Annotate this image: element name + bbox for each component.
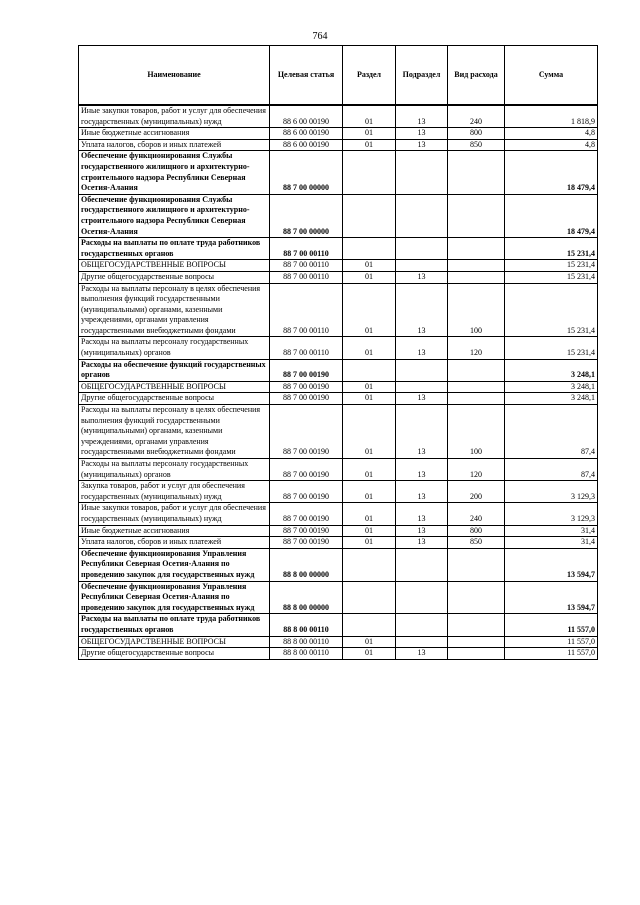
row-expense-type-cell xyxy=(448,359,505,381)
row-sum-cell: 15 231,4 xyxy=(505,283,598,337)
row-sum-cell: 87,4 xyxy=(505,405,598,459)
row-name-cell: ОБЩЕГОСУДАРСТВЕННЫЕ ВОПРОСЫ xyxy=(79,636,270,648)
row-section-cell xyxy=(343,581,396,614)
table-row xyxy=(79,283,598,337)
table-row xyxy=(79,194,598,237)
row-subsection-cell xyxy=(396,581,448,614)
row-name-cell: Расходы на выплаты персоналу государственных (муниципальных) органов xyxy=(79,337,270,359)
row-name-cell: Уплата налогов, сборов и иных платежей xyxy=(79,139,270,151)
row-expense-type-cell xyxy=(448,393,505,405)
table-row xyxy=(79,525,598,537)
row-code-cell: 88 6 00 00190 xyxy=(270,105,343,128)
header-code: Целевая статья xyxy=(270,46,343,106)
row-name-cell: Расходы на выплаты персоналу в целях обеспечения выполнения функций государственными (муниципальными) органами, казенными учреждениями, органами управления государственными внебюджетными фондами xyxy=(79,283,270,337)
table-row xyxy=(79,238,598,260)
row-section-cell: 01 xyxy=(343,283,396,337)
row-code-cell: 88 7 00 00110 xyxy=(270,271,343,283)
row-expense-type-cell: 800 xyxy=(448,128,505,140)
row-subsection-cell: 13 xyxy=(396,503,448,525)
row-code-cell: 88 7 00 00190 xyxy=(270,393,343,405)
row-sum-cell: 13 594,7 xyxy=(505,548,598,581)
row-subsection-cell: 13 xyxy=(396,405,448,459)
row-sum-cell: 11 557,0 xyxy=(505,636,598,648)
row-expense-type-cell: 120 xyxy=(448,337,505,359)
row-sum-cell: 15 231,4 xyxy=(505,271,598,283)
row-name-cell: Иные бюджетные ассигнования xyxy=(79,128,270,140)
row-subsection-cell: 13 xyxy=(396,271,448,283)
row-sum-cell: 3 248,1 xyxy=(505,359,598,381)
row-sum-cell: 11 557,0 xyxy=(505,614,598,636)
row-expense-type-cell xyxy=(448,648,505,660)
row-subsection-cell: 13 xyxy=(396,537,448,549)
row-section-cell: 01 xyxy=(343,459,396,481)
row-name-cell: Расходы на обеспечение функций государственных органов xyxy=(79,359,270,381)
row-subsection-cell xyxy=(396,548,448,581)
table-row xyxy=(79,648,598,660)
row-expense-type-cell xyxy=(448,194,505,237)
row-code-cell: 88 7 00 00190 xyxy=(270,405,343,459)
row-expense-type-cell xyxy=(448,238,505,260)
row-code-cell: 88 6 00 00190 xyxy=(270,139,343,151)
row-code-cell: 88 7 00 00110 xyxy=(270,260,343,272)
row-name-cell: Иные закупки товаров, работ и услуг для обеспечения государственных (муниципальных) нужд xyxy=(79,503,270,525)
row-subsection-cell: 13 xyxy=(396,105,448,128)
row-sum-cell: 1 818,9 xyxy=(505,105,598,128)
table-row xyxy=(79,503,598,525)
row-subsection-cell xyxy=(396,194,448,237)
row-section-cell: 01 xyxy=(343,525,396,537)
row-sum-cell: 18 479,4 xyxy=(505,194,598,237)
row-name-cell: Обеспечение функционирования Управления Республики Северная Осетия-Алания по проведению закупок для государственных нужд xyxy=(79,581,270,614)
row-subsection-cell xyxy=(396,151,448,194)
table-header-row xyxy=(79,46,598,106)
table-row xyxy=(79,381,598,393)
row-sum-cell: 15 231,4 xyxy=(505,238,598,260)
row-name-cell: Расходы на выплаты по оплате труда работников государственных органов xyxy=(79,614,270,636)
row-sum-cell: 31,4 xyxy=(505,537,598,549)
row-expense-type-cell: 800 xyxy=(448,525,505,537)
row-expense-type-cell: 240 xyxy=(448,105,505,128)
row-expense-type-cell xyxy=(448,614,505,636)
row-sum-cell: 18 479,4 xyxy=(505,151,598,194)
table-row xyxy=(79,548,598,581)
row-subsection-cell xyxy=(396,238,448,260)
row-name-cell: Иные закупки товаров, работ и услуг для обеспечения государственных (муниципальных) нужд xyxy=(79,105,270,128)
row-code-cell: 88 7 00 00110 xyxy=(270,337,343,359)
row-code-cell: 88 8 00 00110 xyxy=(270,614,343,636)
row-expense-type-cell: 850 xyxy=(448,537,505,549)
row-subsection-cell xyxy=(396,636,448,648)
row-section-cell: 01 xyxy=(343,648,396,660)
table-row xyxy=(79,105,598,128)
row-expense-type-cell xyxy=(448,151,505,194)
table-row xyxy=(79,271,598,283)
table-row xyxy=(79,337,598,359)
row-sum-cell: 3 129,3 xyxy=(505,481,598,503)
row-sum-cell: 13 594,7 xyxy=(505,581,598,614)
row-code-cell: 88 8 00 00110 xyxy=(270,636,343,648)
row-code-cell: 88 6 00 00190 xyxy=(270,128,343,140)
table-row xyxy=(79,151,598,194)
row-code-cell: 88 7 00 00000 xyxy=(270,194,343,237)
row-subsection-cell: 13 xyxy=(396,459,448,481)
header-sum: Сумма xyxy=(505,46,598,106)
row-name-cell: Расходы на выплаты персоналу в целях обеспечения выполнения функций государственными (муниципальными) органами, казенными учреждениями, органами управления государственными внебюджетными фондами xyxy=(79,405,270,459)
table-row xyxy=(79,405,598,459)
row-expense-type-cell: 100 xyxy=(448,283,505,337)
row-expense-type-cell xyxy=(448,381,505,393)
row-code-cell: 88 7 00 00190 xyxy=(270,381,343,393)
row-subsection-cell: 13 xyxy=(396,648,448,660)
table-row xyxy=(79,128,598,140)
table-row xyxy=(79,537,598,549)
row-name-cell: Расходы на выплаты по оплате труда работников государственных органов xyxy=(79,238,270,260)
row-expense-type-cell: 200 xyxy=(448,481,505,503)
row-subsection-cell: 13 xyxy=(396,525,448,537)
row-section-cell xyxy=(343,238,396,260)
table-row xyxy=(79,359,598,381)
header-name: Наименование xyxy=(79,46,270,106)
row-code-cell: 88 7 00 00190 xyxy=(270,459,343,481)
row-name-cell: Обеспечение функционирования Управления Республики Северная Осетия-Алания по проведению закупок для государственных нужд xyxy=(79,548,270,581)
row-name-cell: Расходы на выплаты персоналу государственных (муниципальных) органов xyxy=(79,459,270,481)
row-section-cell: 01 xyxy=(343,503,396,525)
header-expense-type: Вид расхода xyxy=(448,46,505,106)
row-subsection-cell xyxy=(396,260,448,272)
row-sum-cell: 4,8 xyxy=(505,139,598,151)
row-section-cell: 01 xyxy=(343,381,396,393)
row-section-cell: 01 xyxy=(343,260,396,272)
row-code-cell: 88 7 00 00190 xyxy=(270,525,343,537)
row-section-cell: 01 xyxy=(343,393,396,405)
row-expense-type-cell xyxy=(448,581,505,614)
row-name-cell: Обеспечение функционирования Службы государственного жилищного и архитектурно-строительного надзора Республики Северная Осетия-Алания xyxy=(79,194,270,237)
row-expense-type-cell: 850 xyxy=(448,139,505,151)
row-sum-cell: 3 248,1 xyxy=(505,393,598,405)
row-code-cell: 88 7 00 00190 xyxy=(270,481,343,503)
row-name-cell: ОБЩЕГОСУДАРСТВЕННЫЕ ВОПРОСЫ xyxy=(79,260,270,272)
row-section-cell: 01 xyxy=(343,128,396,140)
row-code-cell: 88 8 00 00000 xyxy=(270,581,343,614)
row-section-cell xyxy=(343,194,396,237)
table-row xyxy=(79,614,598,636)
row-sum-cell: 3 129,3 xyxy=(505,503,598,525)
row-expense-type-cell: 240 xyxy=(448,503,505,525)
row-name-cell: Другие общегосударственные вопросы xyxy=(79,648,270,660)
row-section-cell xyxy=(343,548,396,581)
row-name-cell: Другие общегосударственные вопросы xyxy=(79,393,270,405)
row-code-cell: 88 8 00 00110 xyxy=(270,648,343,660)
row-code-cell: 88 7 00 00190 xyxy=(270,359,343,381)
row-name-cell: ОБЩЕГОСУДАРСТВЕННЫЕ ВОПРОСЫ xyxy=(79,381,270,393)
row-code-cell: 88 7 00 00110 xyxy=(270,283,343,337)
row-sum-cell: 87,4 xyxy=(505,459,598,481)
table-row xyxy=(79,393,598,405)
row-code-cell: 88 7 00 00190 xyxy=(270,503,343,525)
row-subsection-cell xyxy=(396,359,448,381)
row-subsection-cell: 13 xyxy=(396,139,448,151)
budget-table xyxy=(78,45,598,660)
page-number: 764 xyxy=(312,31,328,42)
table-body xyxy=(79,105,598,659)
row-subsection-cell: 13 xyxy=(396,337,448,359)
row-section-cell: 01 xyxy=(343,636,396,648)
row-name-cell: Обеспечение функционирования Службы государственного жилищного и архитектурно-строительного надзора Республики Северная Осетия-Алания xyxy=(79,151,270,194)
row-sum-cell: 15 231,4 xyxy=(505,337,598,359)
row-name-cell: Другие общегосударственные вопросы xyxy=(79,271,270,283)
row-subsection-cell xyxy=(396,381,448,393)
row-expense-type-cell xyxy=(448,271,505,283)
row-section-cell xyxy=(343,614,396,636)
row-section-cell: 01 xyxy=(343,537,396,549)
row-subsection-cell: 13 xyxy=(396,128,448,140)
row-section-cell: 01 xyxy=(343,337,396,359)
row-code-cell: 88 7 00 00000 xyxy=(270,151,343,194)
row-subsection-cell: 13 xyxy=(396,393,448,405)
row-expense-type-cell xyxy=(448,636,505,648)
row-subsection-cell xyxy=(396,614,448,636)
table-row xyxy=(79,260,598,272)
row-expense-type-cell: 120 xyxy=(448,459,505,481)
row-code-cell: 88 7 00 00110 xyxy=(270,238,343,260)
row-name-cell: Закупка товаров, работ и услуг для обеспечения государственных (муниципальных) нужд xyxy=(79,481,270,503)
row-section-cell xyxy=(343,151,396,194)
row-expense-type-cell: 100 xyxy=(448,405,505,459)
row-sum-cell: 4,8 xyxy=(505,128,598,140)
row-section-cell: 01 xyxy=(343,481,396,503)
row-expense-type-cell xyxy=(448,260,505,272)
row-subsection-cell: 13 xyxy=(396,283,448,337)
row-sum-cell: 31,4 xyxy=(505,525,598,537)
table-row xyxy=(79,581,598,614)
row-section-cell: 01 xyxy=(343,139,396,151)
row-sum-cell: 3 248,1 xyxy=(505,381,598,393)
table-row xyxy=(79,636,598,648)
row-sum-cell: 11 557,0 xyxy=(505,648,598,660)
header-section: Раздел xyxy=(343,46,396,106)
table-row xyxy=(79,481,598,503)
row-sum-cell: 15 231,4 xyxy=(505,260,598,272)
row-code-cell: 88 7 00 00190 xyxy=(270,537,343,549)
row-section-cell: 01 xyxy=(343,405,396,459)
row-section-cell: 01 xyxy=(343,271,396,283)
row-section-cell xyxy=(343,359,396,381)
row-expense-type-cell xyxy=(448,548,505,581)
header-subsection: Подраздел xyxy=(396,46,448,106)
row-code-cell: 88 8 00 00000 xyxy=(270,548,343,581)
row-name-cell: Уплата налогов, сборов и иных платежей xyxy=(79,537,270,549)
row-subsection-cell: 13 xyxy=(396,481,448,503)
table-row xyxy=(79,459,598,481)
row-section-cell: 01 xyxy=(343,105,396,128)
row-name-cell: Иные бюджетные ассигнования xyxy=(79,525,270,537)
table-row xyxy=(79,139,598,151)
